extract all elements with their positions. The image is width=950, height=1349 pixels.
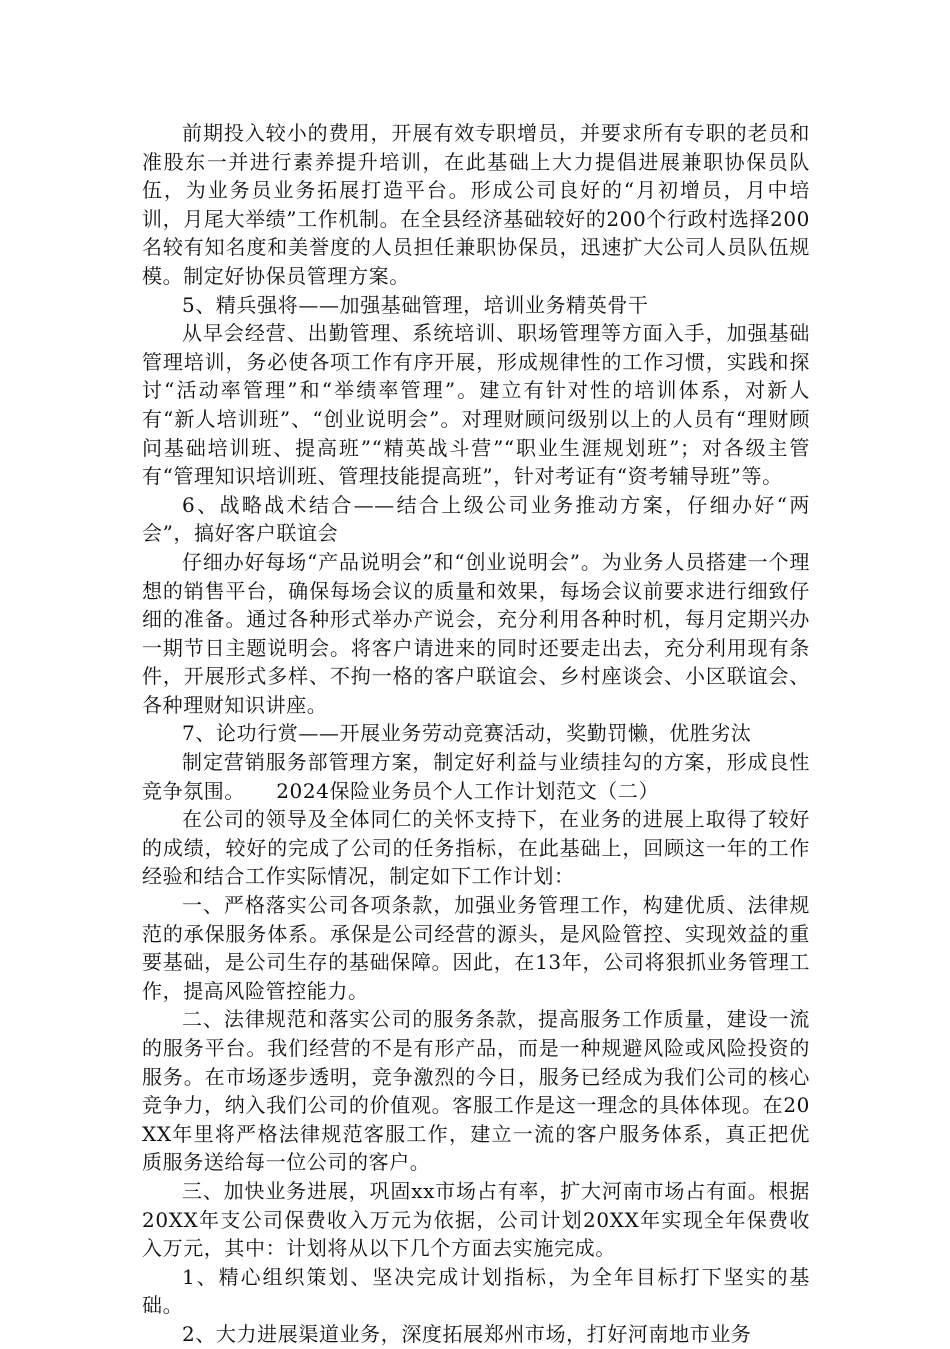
heading-item-5: 5、精兵强将——加强基础管理，培训业务精英骨干	[182, 292, 649, 317]
list-item-1: 1、精心组织策划、坚决完成计划指标，为全年目标打下坚实的基础。	[142, 1264, 810, 1318]
paragraph-intro: 在公司的领导及全体同仁的关怀支持下，在业务的进展上取得了较好的成绩，较好的完成了公司的任务指标，在此基础上，回顾这一年的工作经验和结合工作实际情况，制定如下工作计划：	[142, 807, 810, 889]
paragraph-section-3: 三、加快业务进展，巩固xx市场占有率，扩大河南市场占有面。根据20XX年支公司保费收入万元为依据，公司计划20XX年实现全年保费收入万元，其中：计划将从以下几个方面去实施完成。	[142, 1178, 810, 1261]
paragraph-management-plan: 制定营销服务部管理方案，制定好利益与业绩挂勾的方案，形成良性竞争氛围。 2024保险业务员个人工作计划范文（二）	[142, 750, 810, 803]
paragraph-training: 从早会经营、出勤管理、系统培训、职场管理等方面入手，加强基础管理培训，务必使各项工作有序开展，形成规律性的工作习惯，实践和探讨“活动率管理”和“举绩率管理”。建立有针对性的培训体系，对新人有“新人培训班”、“创业说明会”。对理财顾问级别以上的人员有“理财顾问基础培训班、提高班”“精英战斗营”“职业生涯规划班”；对各级主管有“管理知识培训班、管理技能提高班”，针对考证有“资考辅导班”等。	[142, 321, 810, 489]
list-item-2: 2、大力进展渠道业务，深度拓展郑州市场，打好河南地市业务	[182, 1321, 752, 1346]
paragraph-section-2: 二、法律规范和落实公司的服务条款，提高服务工作质量，建设一流的服务平台。我们经营的不是有形产品，而是一种规避风险或风险投资的服务。在市场逐步透明，竞争激烈的今日，服务已经成为我们公司的核心竞争力，纳入我们公司的价值观。客服工作是这一理念的具体体现。在20XX年里将严格法律规范客服工作，建立一流的客户服务体系，真正把优质服务送给每一位公司的客户。	[142, 1007, 810, 1175]
heading-item-6: 6、战略战术结合——结合上级公司业务推动方案，仔细办好“两会”，搞好客户联谊会	[142, 492, 810, 546]
paragraph-recruitment: 前期投入较小的费用，开展有效专职增员，并要求所有专职的老员和准股东一并进行素养提升培训，在此基础上大力提倡进展兼职协保员队伍，为业务员业务拓展打造平台。形成公司良好的“月初增员，月中培训，月尾大举绩”工作机制。在全县经济基础较好的200个行政村选择200名较有知名度和美誉度的人员担任兼职协保员，迅速扩大公司人员队伍规模。制定好协保员管理方案。	[142, 121, 810, 288]
heading-item-7: 7、论功行赏——开展业务劳动竞赛活动，奖勤罚懒，优胜劣汰	[182, 721, 752, 746]
paragraph-meetings: 仔细办好每场“产品说明会”和“创业说明会”。为业务人员搭建一个理想的销售平台，确保每场会议的质量和效果，每场会议前要求进行细致仔细的准备。通过各种形式举办产说会，充分利用各种时机，每月定期兴办一期节日主题说明会。将客户请进来的同时还要走出去，充分利用现有条件，开展形式多样、不拘一格的客户联谊会、乡村座谈会、小区联谊会、各种理财知识讲座。	[142, 549, 810, 717]
paragraph-section-1: 一、严格落实公司各项条款，加强业务管理工作，构建优质、法律规范的承保服务体系。承保是公司经营的源头，是风险管控、实现效益的重要基础，是公司生存的基础保障。因此，在13年，公司将狠抓业务管理工作，提高风险管控能力。	[142, 893, 810, 1003]
document-body	[142, 119, 810, 1349]
